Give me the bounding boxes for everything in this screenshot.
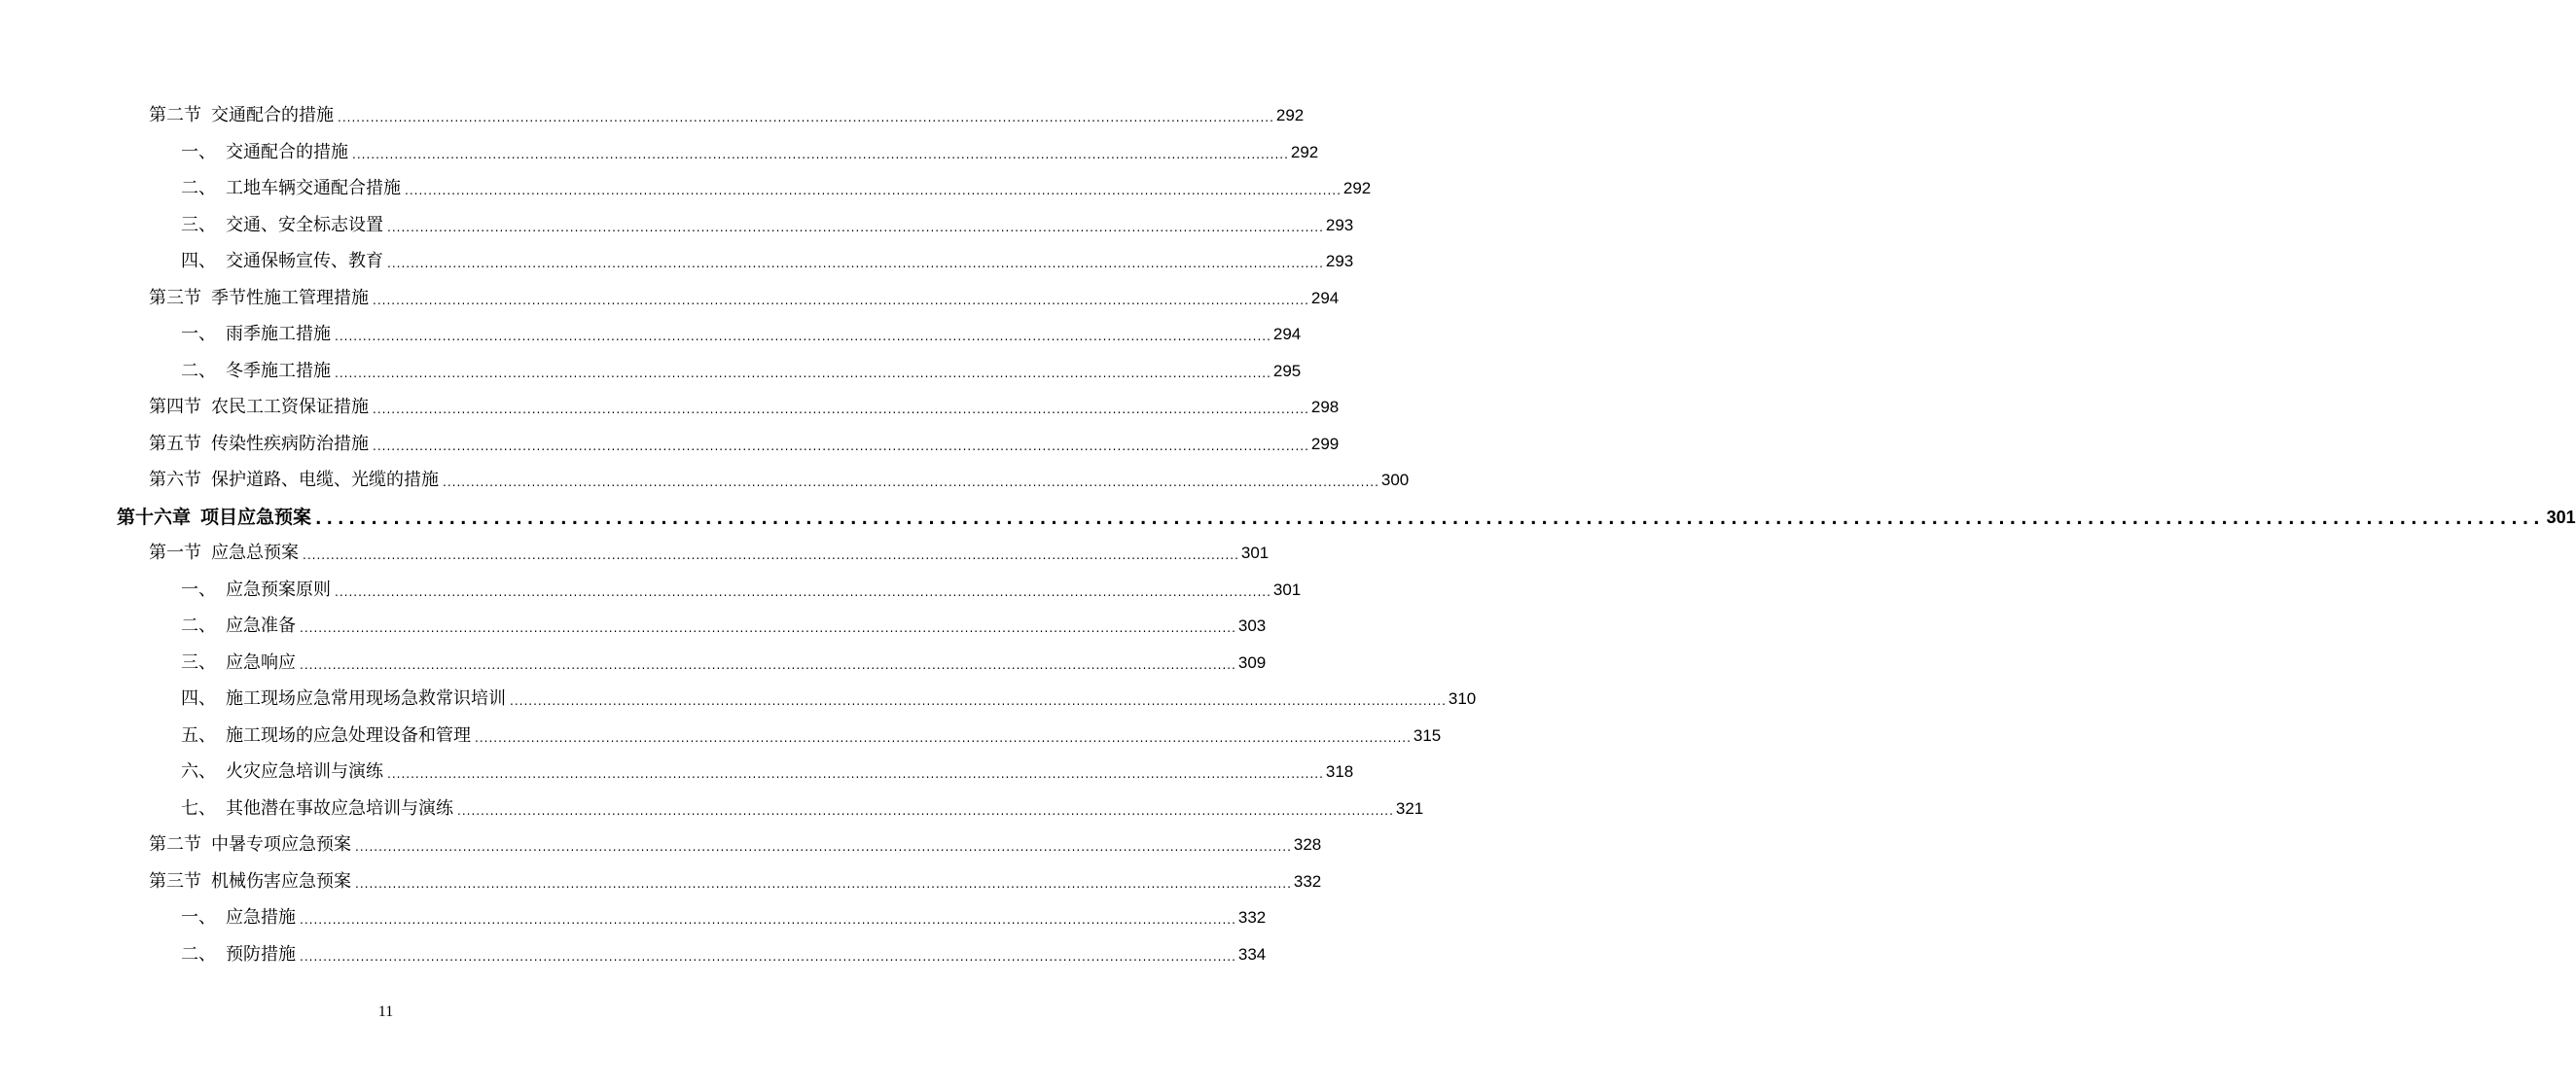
toc-entry-item[interactable] xyxy=(181,572,1302,601)
toc-entry-label xyxy=(181,907,300,929)
toc-entry-label xyxy=(149,288,373,309)
toc-leader-dots: ........................................................................................................................................................................................................ xyxy=(373,439,1309,453)
toc-leader-dots: ........................................................................................................................................................................................................ xyxy=(475,730,1412,745)
toc-entry-number: 二、 xyxy=(181,943,216,965)
toc-entry-title: 交通配合的措施 xyxy=(226,141,348,162)
toc-entry-number: 四、 xyxy=(181,688,216,709)
toc-entry-title: 预防措施 xyxy=(226,943,296,965)
toc-leader-dots: ........................................................................................................................................................................................................ xyxy=(510,694,1447,708)
toc-entry-title: 交通、安全标志设置 xyxy=(226,214,383,235)
toc-entry-title: 农民工工资保证措施 xyxy=(211,397,369,417)
toc-entry-label xyxy=(149,434,373,455)
toc-entry-item[interactable] xyxy=(181,170,1372,199)
toc-entry-title: 工地车辆交通配合措施 xyxy=(226,178,401,198)
toc-entry-item[interactable] xyxy=(181,681,1477,710)
toc-entry-page: 292 xyxy=(1275,106,1305,124)
toc-entry-item[interactable] xyxy=(181,316,1302,345)
toc-entry-item[interactable] xyxy=(181,353,1302,382)
toc-entry-page: 321 xyxy=(1395,798,1424,818)
toc-entry-section[interactable] xyxy=(149,827,1322,856)
toc-entry-section[interactable] xyxy=(149,426,1340,455)
toc-leader-dots: ........................................................................................................................................................................................................ xyxy=(405,184,1342,197)
toc-entry-label xyxy=(149,470,443,491)
toc-entry-title: 机械伤害应急预案 xyxy=(211,870,351,892)
toc-leader-dots: ........................................................................................................................................................................................................ xyxy=(300,657,1236,672)
toc-entry-number: 二、 xyxy=(181,178,216,198)
toc-entry-number: 第五节 xyxy=(149,433,201,454)
toc-entry-number: 第十六章 xyxy=(117,506,192,528)
toc-entry-page: 328 xyxy=(1293,835,1322,854)
toc-entry-number: 一、 xyxy=(181,579,216,600)
toc-entry-page: 295 xyxy=(1272,361,1302,380)
toc-entry-label xyxy=(181,142,352,163)
toc-leader-dots: ........................................................................................................................................................................................................ xyxy=(335,584,1271,599)
toc-entry-title: 项目应急预案 xyxy=(200,506,312,528)
toc-entry-section[interactable] xyxy=(149,389,1340,418)
toc-entry-page: 292 xyxy=(1290,142,1319,161)
toc-entry-label xyxy=(181,652,300,674)
toc-entry-title: 应急措施 xyxy=(226,907,296,928)
toc-leader-dots: ........................................................................................................................................................................................................ xyxy=(335,366,1271,380)
toc-entry-section[interactable] xyxy=(149,462,1410,491)
page-number: 11 xyxy=(377,1003,394,1020)
toc-entry-number: 一、 xyxy=(181,141,216,162)
toc-entry-label xyxy=(181,798,457,820)
toc-entry-title: 冬季施工措施 xyxy=(226,360,331,381)
toc-leader-dots: ........................................................................................................................................................................................................ xyxy=(355,840,1292,854)
toc-entry-title: 传染性疾病防治措施 xyxy=(211,433,369,454)
toc-entry-label xyxy=(149,105,338,126)
toc-entry-page: 318 xyxy=(1325,762,1354,781)
toc-entry-title: 施工现场应急常用现场急救常识培训 xyxy=(226,688,506,709)
toc-entry-label xyxy=(149,834,355,856)
toc-entry-number: 一、 xyxy=(181,907,216,928)
toc-leader-dots: ........................................................................................................................................................................................................ xyxy=(300,949,1236,964)
toc-entry-title: 应急响应 xyxy=(226,651,296,673)
toc-leader-dots: ........................................................................................................................................................................................................ xyxy=(352,147,1289,161)
toc-entry-label xyxy=(181,725,475,747)
toc-entry-title: 雨季施工措施 xyxy=(226,324,331,344)
toc-entry-item[interactable] xyxy=(181,134,1319,163)
toc-entry-number: 三、 xyxy=(181,214,216,235)
toc-entry-page: 294 xyxy=(1310,288,1340,307)
toc-leader-dots: ........................................................................................................................................................................................................ xyxy=(373,403,1309,416)
toc-entry-number: 四、 xyxy=(181,251,216,271)
toc-entry-number: 五、 xyxy=(181,724,216,746)
toc-entry-page: 298 xyxy=(1310,398,1340,416)
toc-leader-dots: ........................................................................................................................................................................................................ xyxy=(300,621,1236,635)
toc-entry-label xyxy=(117,507,315,528)
toc-entry-item[interactable] xyxy=(181,791,1424,820)
toc-entry-title: 应急准备 xyxy=(226,616,296,636)
toc-entry-number: 第一节 xyxy=(149,543,201,563)
toc-entry-page: 293 xyxy=(1325,215,1354,234)
toc-entry-label xyxy=(181,688,510,710)
toc-entry-item[interactable] xyxy=(181,754,1354,783)
toc-entry-page: 293 xyxy=(1325,252,1354,270)
toc-entry-item[interactable] xyxy=(181,899,1267,929)
toc-entry-page: 332 xyxy=(1237,908,1267,927)
toc-entry-page: 310 xyxy=(1448,689,1477,708)
toc-entry-label xyxy=(181,361,335,382)
toc-entry-section[interactable] xyxy=(149,863,1322,893)
toc-entry-title: 其他潜在事故应急培训与演练 xyxy=(226,797,453,819)
toc-entry-number: 二、 xyxy=(181,360,216,381)
toc-entry-label xyxy=(181,580,335,601)
toc-entry-number: 第三节 xyxy=(149,870,201,892)
toc-entry-title: 应急预案原则 xyxy=(226,579,331,600)
toc-entry-title: 交通配合的措施 xyxy=(211,105,334,125)
toc-entry-section[interactable] xyxy=(149,535,1270,564)
toc-entry-number: 第二节 xyxy=(149,834,201,855)
toc-entry-title: 火灾应急培训与演练 xyxy=(226,761,383,782)
toc-leader-dots: ........................................................................................................................................................................................................ xyxy=(335,330,1271,343)
toc-entry-label xyxy=(149,543,303,564)
toc-entry-title: 应急总预案 xyxy=(211,543,299,563)
toc-leader-dots: ........................................................................................................................................................................................................ xyxy=(300,913,1236,927)
toc-leader-dots: ........................................................................................................................................................................................................ xyxy=(387,257,1324,270)
toc-entry-page: 303 xyxy=(1237,616,1267,635)
toc-leader-dots: ........................................................................................................................................................................................................ xyxy=(387,767,1324,781)
toc-entry-number: 七、 xyxy=(181,797,216,819)
toc-entry-page: 332 xyxy=(1293,871,1322,891)
toc-entry-number: 六、 xyxy=(181,761,216,782)
toc-entry-label xyxy=(181,616,300,637)
toc-entry-title: 季节性施工管理措施 xyxy=(211,287,369,308)
toc-leader-dots: ........................................................................................................................................................................................................ xyxy=(373,293,1309,307)
toc-entry-page: 301 xyxy=(1240,544,1270,562)
toc-leader-dots: ........................................................................................................................................................................................................ xyxy=(355,876,1292,891)
toc-entry-item[interactable] xyxy=(181,207,1354,236)
toc-entry-title: 中暑专项应急预案 xyxy=(211,834,351,855)
toc-leader-dots: ........................................................................................................................................................................................................ xyxy=(303,548,1239,562)
toc-entry-number: 第二节 xyxy=(149,105,201,125)
toc-entry-label xyxy=(181,251,387,272)
toc-entry-page: 301 xyxy=(2546,507,2576,527)
toc-entry-label xyxy=(181,761,387,783)
toc-entry-title: 施工现场的应急处理设备和管理 xyxy=(226,724,471,746)
toc-entry-item[interactable] xyxy=(181,936,1267,966)
toc-entry-item[interactable] xyxy=(181,608,1267,637)
toc-entry-page: 309 xyxy=(1237,652,1267,672)
toc-leader-dots: ........................................................................................................................................................................................................ xyxy=(443,475,1379,489)
toc-leader-dots: ........................................................................................................................................................................................................ xyxy=(457,803,1394,818)
toc-entry-title: 保护道路、电缆、光缆的措施 xyxy=(211,470,439,490)
toc-entry-label xyxy=(149,871,355,893)
toc-entry-page: 301 xyxy=(1272,580,1302,599)
toc-entry-label xyxy=(181,215,387,236)
toc-leader-dots: ........................................................................................................................................................................................................ xyxy=(387,220,1324,234)
toc-entry-page: 300 xyxy=(1380,471,1410,489)
toc-entry-chapter[interactable] xyxy=(117,499,2576,529)
toc-entry-number: 二、 xyxy=(181,616,216,636)
toc-entry-page: 315 xyxy=(1413,725,1442,745)
toc-entry-number: 一、 xyxy=(181,324,216,344)
toc-entry-item[interactable] xyxy=(181,243,1354,272)
toc-entry-page: 292 xyxy=(1342,179,1372,197)
toc-leader-dots: ........................................................................................................................................................................................................ xyxy=(338,111,1274,124)
toc-entry-page: 299 xyxy=(1310,434,1340,453)
toc-entry-section[interactable] xyxy=(149,280,1340,309)
toc-leader-dots: ........................................................................................................................................................................................................ xyxy=(315,509,2545,529)
toc-entry-number: 第六节 xyxy=(149,470,201,490)
toc-entry-section[interactable] xyxy=(149,97,1305,126)
toc-entry-label xyxy=(149,397,373,418)
toc-entry-number: 三、 xyxy=(181,651,216,673)
toc-entry-item[interactable] xyxy=(181,645,1267,674)
toc-entry-label xyxy=(181,944,300,966)
toc-entry-number: 第三节 xyxy=(149,287,201,308)
toc-entry-number: 第四节 xyxy=(149,397,201,417)
toc-entry-title: 交通保畅宣传、教育 xyxy=(226,251,383,271)
toc-entry-item[interactable] xyxy=(181,718,1442,747)
toc-entry-page: 334 xyxy=(1237,944,1267,964)
toc-entry-page: 294 xyxy=(1272,325,1302,343)
toc-entry-label xyxy=(181,178,405,199)
toc-entry-label xyxy=(181,324,335,345)
